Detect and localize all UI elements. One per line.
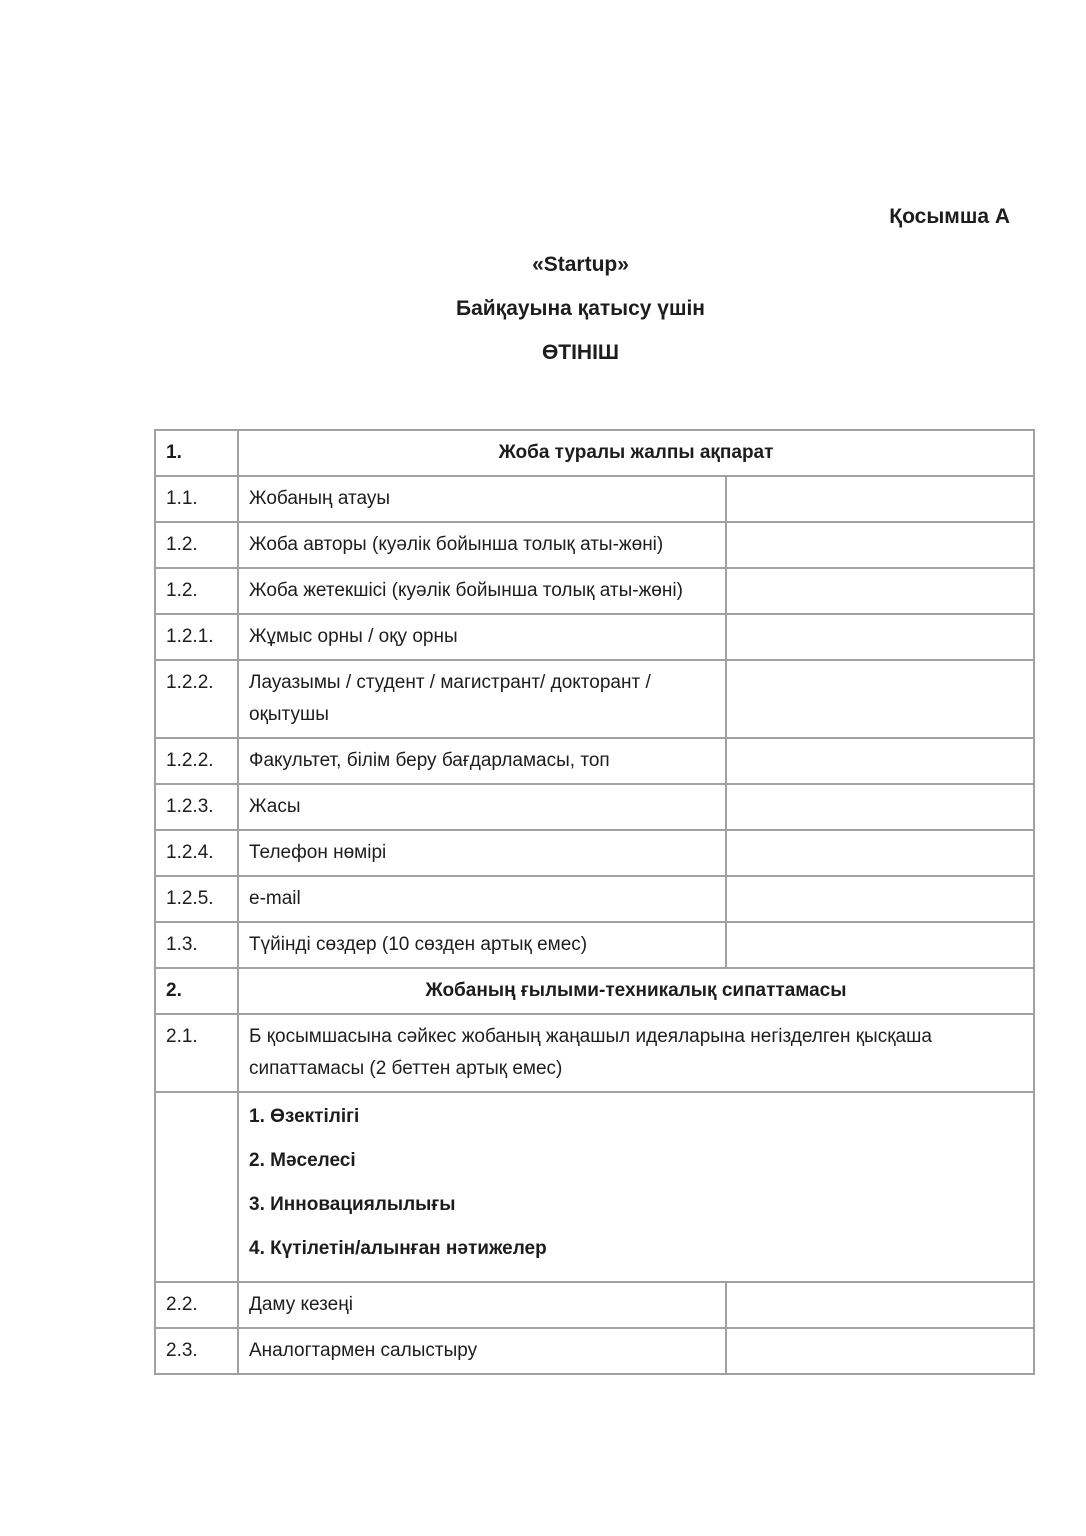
- criteria-list-cell: [238, 1092, 1034, 1282]
- row-number-cell: 1.2.4.: [155, 830, 238, 876]
- row-label-cell: Жоба авторы (куәлік бойынша толық аты-жөні): [238, 522, 726, 568]
- criteria-item-problem: 2. Мәселесі: [249, 1150, 356, 1171]
- table-row-short-description: [155, 1014, 1034, 1092]
- table-row-project-name: [155, 476, 1034, 522]
- row-value-cell[interactable]: [726, 660, 1034, 738]
- row-number-cell: 1.2.: [155, 522, 238, 568]
- criteria-item-innovation: 3. Инновациялылығы: [249, 1194, 456, 1215]
- row-value-cell[interactable]: [726, 1328, 1034, 1374]
- row-number-cell: 1.2.5.: [155, 876, 238, 922]
- table-row-section-1: [155, 430, 1034, 476]
- row-value-cell[interactable]: [726, 876, 1034, 922]
- row-number-cell: 1.2.2.: [155, 660, 238, 738]
- row-label-cell: Телефон нөмірі: [238, 830, 726, 876]
- doc-title-startup: «Startup»: [532, 253, 629, 276]
- table-row-age: [155, 784, 1034, 830]
- application-form-table: [154, 429, 1035, 1375]
- criteria-item-results: 4. Күтілетін/алынған нәтижелер: [249, 1238, 547, 1259]
- table-row-project-author: [155, 522, 1034, 568]
- table-row-workplace: [155, 614, 1034, 660]
- row-number-cell: 1.2.1.: [155, 614, 238, 660]
- row-label-cell: Лауазымы / студент / магистрант/ докторант / оқытушы: [238, 660, 726, 738]
- table-row-email: [155, 876, 1034, 922]
- table-row-development-stage: [155, 1282, 1034, 1328]
- row-value-cell[interactable]: [726, 568, 1034, 614]
- row-value-cell[interactable]: [726, 784, 1034, 830]
- row-label-cell: e-mail: [238, 876, 726, 922]
- row-value-cell[interactable]: [726, 738, 1034, 784]
- row-number-cell: [155, 1092, 238, 1282]
- table-row-criteria-list: [155, 1092, 1034, 1282]
- row-label-cell: Жоба жетекшісі (куәлік бойынша толық аты-жөні): [238, 568, 726, 614]
- table-row-analog-comparison: [155, 1328, 1034, 1374]
- row-number-cell: 1.2.: [155, 568, 238, 614]
- row-value-cell[interactable]: [726, 476, 1034, 522]
- row-number-cell: 1.2.3.: [155, 784, 238, 830]
- row-label-cell: Жасы: [238, 784, 726, 830]
- row-value-cell[interactable]: [726, 922, 1034, 968]
- table-row-keywords: [155, 922, 1034, 968]
- row-label-cell: Б қосымшасына сәйкес жобаның жаңашыл идеяларына негізделген қысқаша сипаттамасы (2 беттен артық емес): [238, 1014, 1034, 1092]
- row-number-cell: 1.3.: [155, 922, 238, 968]
- row-number-cell: 2.2.: [155, 1282, 238, 1328]
- row-number-cell: 2.: [155, 968, 238, 1014]
- section-title-cell: Жобаның ғылыми-техникалық сипаттамасы: [238, 968, 1034, 1014]
- row-label-cell: Түйінді сөздер (10 сөзден артық емес): [238, 922, 726, 968]
- appendix-label: Қосымша А: [889, 205, 1010, 228]
- table-row-project-supervisor: [155, 568, 1034, 614]
- row-number-cell: 2.1.: [155, 1014, 238, 1092]
- table-row-phone: [155, 830, 1034, 876]
- doc-subtitle-competition: Байқауына қатысу үшін: [456, 297, 705, 320]
- section-title-cell: Жоба туралы жалпы ақпарат: [238, 430, 1034, 476]
- row-number-cell: 1.1.: [155, 476, 238, 522]
- row-label-cell: Даму кезеңі: [238, 1282, 726, 1328]
- row-label-cell: Жобаның атауы: [238, 476, 726, 522]
- row-number-cell: 1.: [155, 430, 238, 476]
- row-value-cell[interactable]: [726, 522, 1034, 568]
- doc-heading-application: ӨТІНІШ: [541, 341, 620, 364]
- table-row-section-2: [155, 968, 1034, 1014]
- row-number-cell: 2.3.: [155, 1328, 238, 1374]
- table-row-faculty: [155, 738, 1034, 784]
- row-label-cell: Аналогтармен салыстыру: [238, 1328, 726, 1374]
- row-number-cell: 1.2.2.: [155, 738, 238, 784]
- criteria-item-relevance: 1. Өзектілігі: [249, 1106, 360, 1127]
- row-label-cell: Жұмыс орны / оқу орны: [238, 614, 726, 660]
- row-value-cell[interactable]: [726, 830, 1034, 876]
- table-row-position: [155, 660, 1034, 738]
- row-value-cell[interactable]: [726, 1282, 1034, 1328]
- row-label-cell: Факультет, білім беру бағдарламасы, топ: [238, 738, 726, 784]
- row-value-cell[interactable]: [726, 614, 1034, 660]
